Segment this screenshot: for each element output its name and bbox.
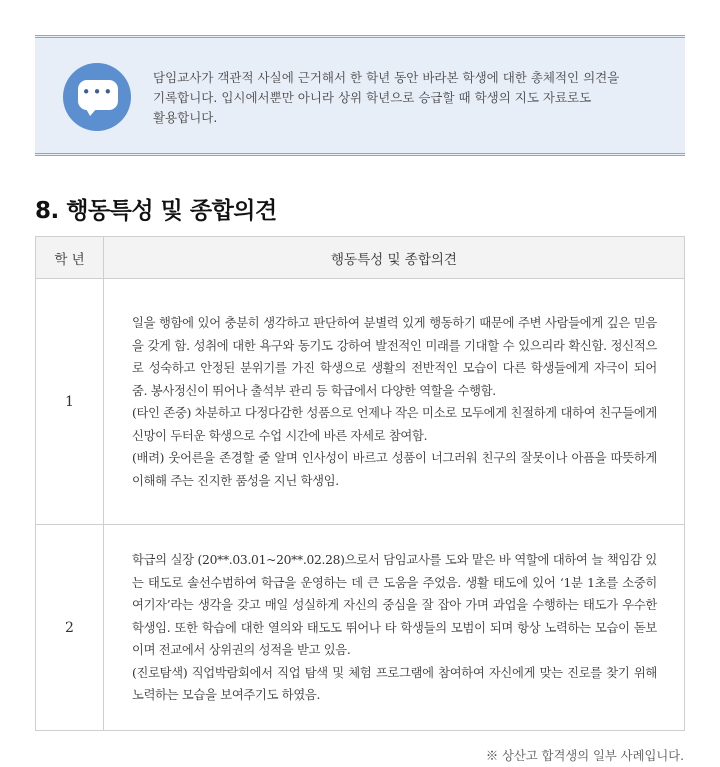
info-line: 담임교사가 객관적 사실에 근거해서 한 학년 동안 바라본 학생에 대한 총체적인 의견을 (153, 70, 620, 85)
opinion-cell (104, 279, 685, 525)
info-text (153, 68, 668, 128)
table-header-row (36, 237, 685, 279)
year-cell: 1 (36, 279, 104, 525)
table-row (36, 525, 685, 731)
opinion-paragraph: (배려) 웃어른을 존경할 줄 알며 인사성이 바르고 성품이 너그러워 친구의 잘못이나 아픔을 따뜻하게 이해해 주는 진지한 품성을 지닌 학생임. (132, 451, 657, 488)
opinion-paragraph: 학급의 실장 (20**.03.01~20**.02.28)으로서 담임교사를 도와 맡은 바 역할에 대하여 늘 책임감 있는 태도로 솔선수범하여 학급을 운영하는 데 큰 도움을 주었음. 생활 태도에 있어 ‘1분 1초를 소중히 여기자’라는 생각을 갖고 매일 성실하게 자신의 중심을 잘 잡아 가며 과업을 수행하는 태도가 우수한 학생임. 또한 학습에 대한 열의와 태도도 뛰어나 타 학생들의 모범이 되며 항상 노력하는 모습이 돋보이며 전교에서 상위권의 성적을 받고 있음. (132, 553, 657, 658)
table-row (36, 279, 685, 525)
header-opinion: 행동특성 및 종합의견 (104, 237, 685, 279)
info-line: 기록합니다. 입시에서뿐만 아니라 상위 학년으로 승급할 때 학생의 지도 자료로도 (153, 90, 592, 105)
info-line: 활용합니다. (153, 110, 218, 125)
behavior-opinion-table (35, 236, 685, 731)
chat-bubble-icon: ••• (63, 63, 131, 131)
info-box (35, 35, 685, 156)
footnote: ※ 상산고 합격생의 일부 사례입니다. (485, 749, 684, 763)
year-cell: 2 (36, 525, 104, 731)
opinion-paragraph: (진로탐색) 직업박람회에서 직업 탐색 및 체험 프로그램에 참여하여 자신에게 맞는 진로를 찾기 위해 노력하는 모습을 보여주기도 하였음. (132, 665, 657, 703)
opinion-paragraph: 일을 행함에 있어 충분히 생각하고 판단하여 분별력 있게 행동하기 때문에 주변 사람들에게 깊은 믿음을 갖게 함. 성취에 대한 욕구와 동기도 강하여 발전적인 미래를 기대할 수 있으리라 확신함. 정신적으로 성숙하고 안정된 분위기를 가진 학생으로 생활의 전반적인 모습이 다른 학생들에게 자극이 되어 줌. 봉사정신이 뛰어나 출석부 관리 등 학급에서 다양한 역할을 수행함. (132, 316, 657, 398)
header-year: 학 년 (36, 237, 104, 279)
opinion-cell (104, 525, 685, 731)
opinion-paragraph: (타인 존중) 차분하고 다정다감한 성품으로 언제나 작은 미소로 모두에게 친절하게 대하여 친구들에게 신망이 두터운 학생으로 수업 시간에 바른 자세로 참여함. (132, 406, 657, 443)
section-title: 8. 행동특성 및 종합의견 (35, 198, 277, 224)
